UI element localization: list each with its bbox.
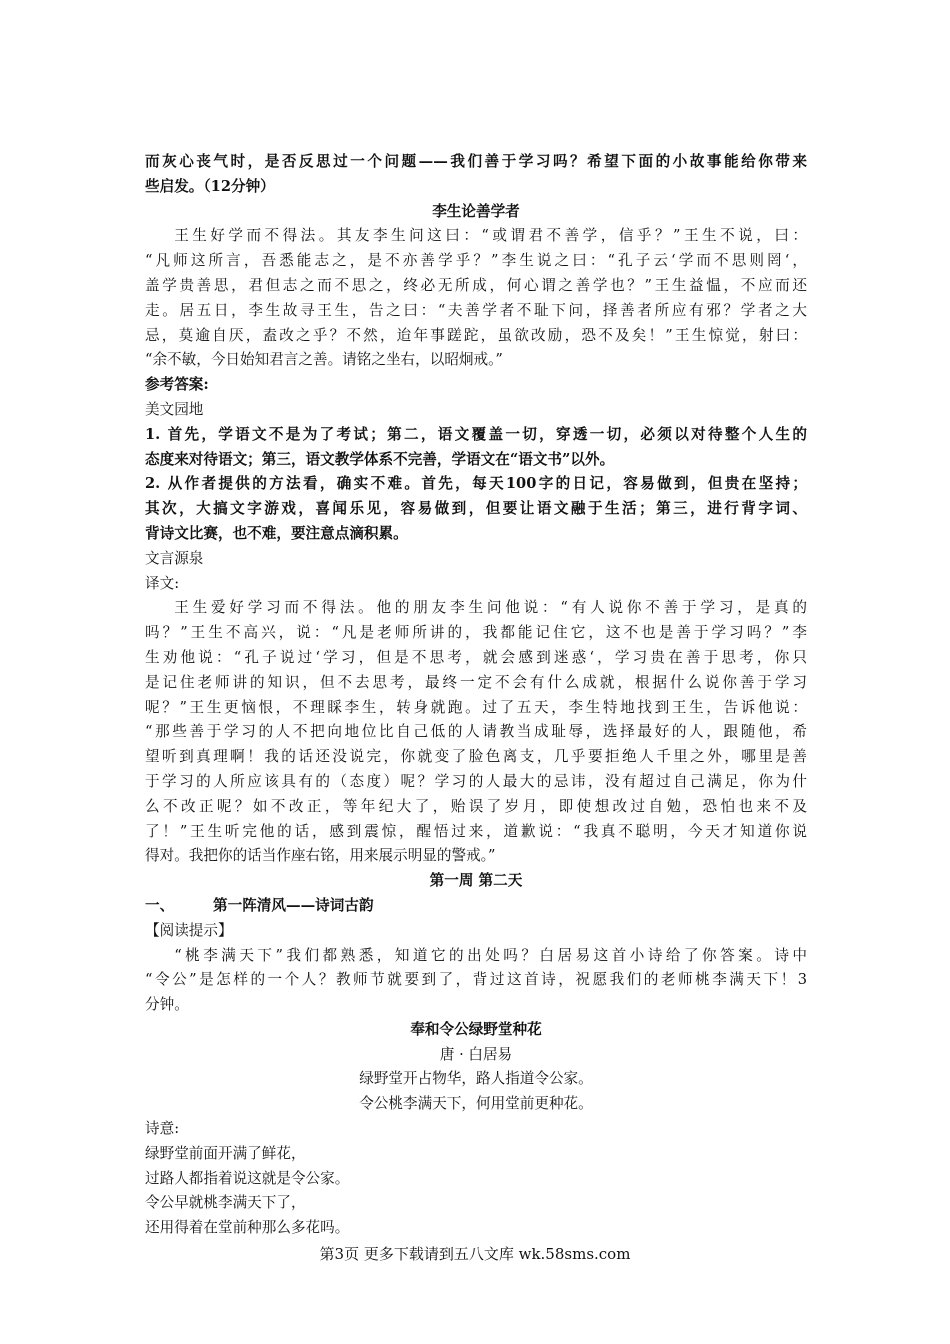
story-line: 王生好学而不得法。其友李生问这曰：“或谓君不善学，信乎？”王生不说，曰： [174,227,807,245]
translation-line: 是记住老师讲的知识，但不去思考，最终一定不会有什么成就，根据什么说你善于学习 [145,673,807,691]
document-body [145,150,807,1241]
answers-subheading: 文言源泉 [145,549,204,567]
translation-line: “那些善于学习的人不把向地位比自己低的人请教当成耻辱，选择最好的人，跟随他，希 [145,723,807,741]
meaning-line: 还用得着在堂前种那么多花吗。 [145,1219,350,1237]
answer-line: 2. 从作者提供的方法看，确实不难。首先，每天100字的日记，容易做到，但贵在坚持； [145,475,807,493]
story-title: 李生论善学者 [432,202,520,220]
translation-line: 吗？”王生不高兴，说：“凡是老师所讲的，我都能记住它，这不也是善于学习吗？”李 [145,624,807,642]
tip-label: 【阅读提示】 [145,921,233,939]
poem-author: 唐 · 白居易 [439,1045,513,1063]
meaning-line: 过路人都指着说这就是令公家。 [145,1169,350,1187]
answer-line: 态度来对待语文；第三，语文教学体系不完善，学语文在“语文书”以外。 [145,450,615,468]
story-line: 盖学贵善思，君但志之而不思之，终必无所成，何心谓之善学也？”王生益愠，不应而还 [145,276,807,294]
story-line: “余不敏，今日始知君言之善。请铭之坐右，以昭炯戒。” [145,351,503,369]
poem-line: 绿野堂开占物华，路人指道令公家。 [359,1070,593,1088]
translation-line: 了！”王生听完他的话，感到震惊，醒悟过来，道歉说：“我真不聪明，今天才知道你说 [145,822,807,840]
translation-line: 得对。我把你的话当作座右铭，用来展示明显的警戒。” [145,847,496,865]
intro-line: 而灰心丧气时，是否反思过一个问题——我们善于学习吗？希望下面的小故事能给你带来 [145,153,807,170]
translation-line: 王生爱好学习而不得法。他的朋友李生问他说：“有人说你不善于学习，是真的 [174,599,807,617]
tip-line: “令公”是怎样的一个人？教师节就要到了，背过这首诗，祝愿我们的老师桃李满天下！3 [145,971,807,989]
story-line: “凡师这所言，吾悉能志之，是不亦善学乎？”李生说之曰：“孔子云‘学而不思则罔‘， [145,252,807,270]
poem-title: 奉和令公绿野堂种花 [410,1020,542,1038]
answers-subheading: 译文: [145,574,180,592]
section-number: 一、 [145,896,175,914]
translation-line: 望听到真理啊！我的话还没说完，你就变了脸色离支，几乎要拒绝人千里之外，哪里是善 [145,748,807,766]
answers-subheading: 美文园地 [145,400,204,418]
story-line: 走。居五日，李生故寻王生，告之曰：“夫善学者不耻下问，择善者所应有邪？学者之大 [145,301,807,319]
tip-line: 分钟。 [145,996,189,1014]
week-title: 第一周 第二天 [429,872,523,890]
intro-line: 些启发。（12分钟） [145,177,275,195]
poem-line: 令公桃李满天下，何用堂前更种花。 [359,1095,593,1113]
answer-line: 背诗文比赛，也不难，要注意点滴积累。 [145,524,408,542]
answer-line: 其次，大搞文字游戏，喜闻乐见，容易做到，但要让语文融于生活；第三，进行背字词、 [145,500,807,518]
section-title: 第一阵清风——诗词古韵 [213,896,374,914]
section-heading [145,894,807,919]
translation-line: 生劝他说：“孔子说过‘学习，但是不思考，就会感到迷惑‘，学习贵在善于思考，你只 [145,648,807,666]
answers-heading: 参考答案: [145,376,209,394]
translation-line: 么不改正呢？如不改正，等年纪大了，贻误了岁月，即使想改过自勉，恐怕也来不及 [145,797,807,815]
translation-line: 呢？”王生更恼恨，不理睬李生，转身就跑。过了五天，李生特地找到王生，告诉他说： [145,698,807,716]
page-footer: 第3页 更多下载请到五八文库 wk.58sms.com [319,1245,631,1263]
meaning-line: 绿野堂前面开满了鲜花， [145,1144,306,1162]
meaning-line: 令公早就桃李满天下了， [145,1194,306,1212]
translation-line: 于学习的人所应该具有的（态度）呢？学习的人最大的忌讳，没有超过自己满足，你为什 [145,772,807,790]
meaning-label: 诗意: [145,1120,180,1138]
tip-line: “桃李满天下”我们都熟悉，知道它的出处吗？白居易这首小诗给了你答案。诗中 [174,946,807,964]
story-line: 忌，莫逾自厌，盍改之乎？不然，迨年事蹉跎，虽欲改励，恐不及矣！”王生惊觉，射曰： [145,326,807,344]
answer-line: 1. 首先，学语文不是为了考试；第二，语文覆盖一切，穿透一切，必须以对待整个人生的 [145,425,807,443]
